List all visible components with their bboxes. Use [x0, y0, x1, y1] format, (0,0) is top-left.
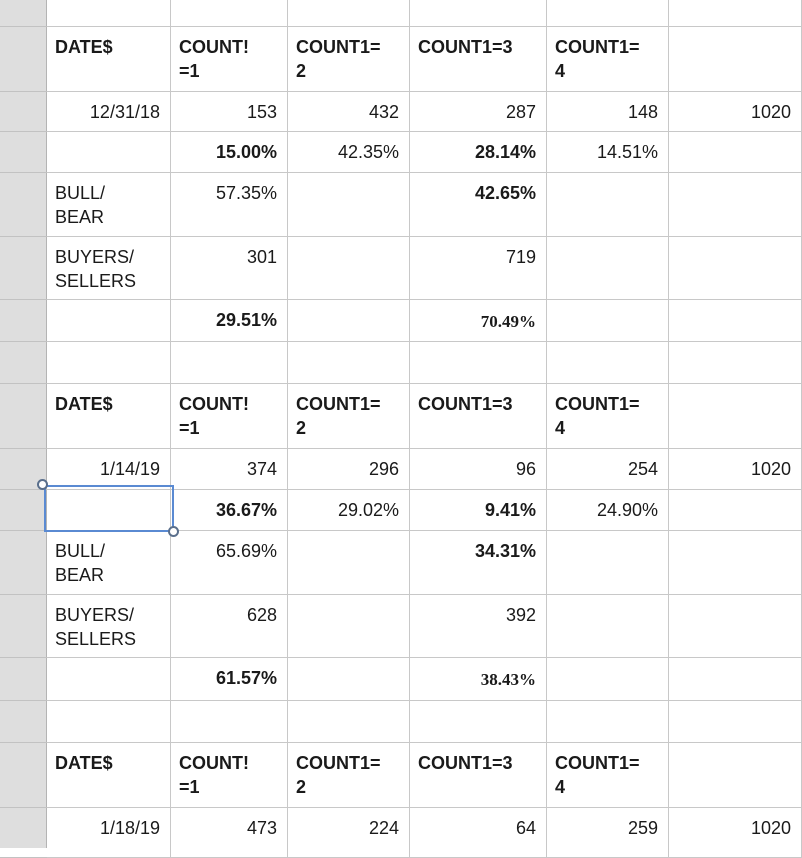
cell-headers-1-col-6[interactable] [669, 27, 802, 92]
cell-date-row-2-col-6[interactable]: 1020 [669, 449, 802, 490]
cell-buyers-row-1-col-5[interactable] [547, 237, 669, 300]
cell-pct-row-1-col-5[interactable]: 14.51% [547, 132, 669, 173]
empty-cell[interactable] [171, 0, 288, 27]
cell-bull-row-2-col-5[interactable] [547, 531, 669, 595]
empty-cell[interactable] [288, 0, 410, 27]
cell-buyers-row-2-col-2[interactable]: 628 [171, 595, 288, 658]
cell-date-row-3-col-2[interactable]: 473 [171, 808, 288, 858]
cell-buyers-row-1-col-1[interactable]: BUYERS/ SELLERS [47, 237, 171, 300]
cell-date-row-3-col-1[interactable]: 1/18/19 [47, 808, 171, 858]
cell-headers-2-col-2[interactable]: COUNT! =1 [171, 384, 288, 449]
cell-date-row-1-col-6[interactable]: 1020 [669, 92, 802, 132]
cell-bs-pct_row-1-col-2[interactable]: 29.51% [171, 300, 288, 342]
cell-date-row-3-col-3[interactable]: 224 [288, 808, 410, 858]
cell-headers-3-col-5[interactable]: COUNT1= 4 [547, 743, 669, 808]
empty-cell[interactable] [410, 342, 547, 384]
cell-date-row-1-col-4[interactable]: 287 [410, 92, 547, 132]
cell-pct-row-1-col-4[interactable]: 28.14% [410, 132, 547, 173]
cell-date-row-1-col-3[interactable]: 432 [288, 92, 410, 132]
cell-date-row-1-col-1[interactable]: 12/31/18 [47, 92, 171, 132]
cell-headers-2-col-4[interactable]: COUNT1=3 [410, 384, 547, 449]
cell-bs-pct_row-2-col-3[interactable] [288, 658, 410, 701]
cell-bull-row-1-col-5[interactable] [547, 173, 669, 237]
cell-date-row-1-col-2[interactable]: 153 [171, 92, 288, 132]
row-divider [0, 172, 47, 173]
cell-bs-pct_row-1-col-3[interactable] [288, 300, 410, 342]
cell-date-row-3-col-6[interactable]: 1020 [669, 808, 802, 858]
cell-headers-2-col-3[interactable]: COUNT1= 2 [288, 384, 410, 449]
cell-headers-1-col-2[interactable]: COUNT! =1 [171, 27, 288, 92]
cell-bs-pct_row-2-col-2[interactable]: 61.57% [171, 658, 288, 701]
cell-bs-pct_row-2-col-5[interactable] [547, 658, 669, 701]
cell-pct-row-1-col-2[interactable]: 15.00% [171, 132, 288, 173]
empty-cell[interactable] [410, 0, 547, 27]
cell-date-row-2-col-4[interactable]: 96 [410, 449, 547, 490]
cell-bs-pct_row-1-col-1[interactable] [47, 300, 171, 342]
cell-bull-row-1-col-4[interactable]: 42.65% [410, 173, 547, 237]
cell-date-row-2-col-3[interactable]: 296 [288, 449, 410, 490]
cell-pct-row-2-col-6[interactable] [669, 490, 802, 531]
cell-headers-1-col-1[interactable]: DATE$ [47, 27, 171, 92]
empty-cell[interactable] [288, 342, 410, 384]
cell-bs-pct_row-1-col-5[interactable] [547, 300, 669, 342]
cell-pct-row-2-col-2[interactable]: 36.67% [171, 490, 288, 531]
row-divider [0, 594, 47, 595]
cell-date-row-2-col-5[interactable]: 254 [547, 449, 669, 490]
row-divider [0, 383, 47, 384]
row-divider [0, 91, 47, 92]
row-divider [0, 448, 47, 449]
selection-start-handle[interactable] [37, 479, 48, 490]
empty-cell[interactable] [47, 0, 171, 27]
empty-cell[interactable] [410, 701, 547, 743]
empty-cell[interactable] [547, 701, 669, 743]
cell-buyers-row-1-col-4[interactable]: 719 [410, 237, 547, 300]
cell-buyers-row-1-col-6[interactable] [669, 237, 802, 300]
row-divider [0, 700, 47, 701]
cell-headers-3-col-2[interactable]: COUNT! =1 [171, 743, 288, 808]
cell-pct-row-2-col-5[interactable]: 24.90% [547, 490, 669, 531]
empty-cell[interactable] [47, 701, 171, 743]
empty-cell[interactable] [669, 0, 802, 27]
cell-pct-row-2-col-4[interactable]: 9.41% [410, 490, 547, 531]
empty-cell[interactable] [669, 701, 802, 743]
cell-date-row-2-col-2[interactable]: 374 [171, 449, 288, 490]
cell-pct-row-1-col-3[interactable]: 42.35% [288, 132, 410, 173]
cell-bull-row-2-col-1[interactable]: BULL/ BEAR [47, 531, 171, 595]
cell-buyers-row-2-col-1[interactable]: BUYERS/ SELLERS [47, 595, 171, 658]
cell-headers-1-col-3[interactable]: COUNT1= 2 [288, 27, 410, 92]
cell-buyers-row-1-col-3[interactable] [288, 237, 410, 300]
cell-buyers-row-2-col-3[interactable] [288, 595, 410, 658]
cell-bull-row-2-col-6[interactable] [669, 531, 802, 595]
selected-cell-outline[interactable] [44, 485, 174, 532]
empty-cell[interactable] [47, 342, 171, 384]
cell-headers-2-col-5[interactable]: COUNT1= 4 [547, 384, 669, 449]
cell-bull-row-1-col-2[interactable]: 57.35% [171, 173, 288, 237]
cell-bs-pct_row-2-col-4[interactable]: 38.43% [410, 658, 547, 701]
row-divider [0, 530, 47, 531]
cell-headers-1-col-4[interactable]: COUNT1=3 [410, 27, 547, 92]
row-divider [0, 26, 47, 27]
cell-buyers-row-2-col-6[interactable] [669, 595, 802, 658]
cell-headers-2-col-6[interactable] [669, 384, 802, 449]
row-divider [0, 807, 47, 808]
empty-cell[interactable] [171, 342, 288, 384]
cell-date-row-3-col-5[interactable]: 259 [547, 808, 669, 858]
cell-bs-pct_row-2-col-6[interactable] [669, 658, 802, 701]
row-divider [0, 657, 47, 658]
cell-date-row-2-col-1[interactable]: 1/14/19 [47, 449, 171, 490]
cell-bull-row-2-col-3[interactable] [288, 531, 410, 595]
cell-bull-row-2-col-4[interactable]: 34.31% [410, 531, 547, 595]
cell-headers-3-col-1[interactable]: DATE$ [47, 743, 171, 808]
row-divider [0, 341, 47, 342]
cell-bull-row-1-col-6[interactable] [669, 173, 802, 237]
cell-pct-row-1-col-1[interactable] [47, 132, 171, 173]
row-divider [0, 742, 47, 743]
empty-cell[interactable] [669, 342, 802, 384]
row-divider [0, 236, 47, 237]
cell-bs-pct_row-2-col-1[interactable] [47, 658, 171, 701]
empty-cell[interactable] [171, 701, 288, 743]
cell-buyers-row-1-col-2[interactable]: 301 [171, 237, 288, 300]
cell-headers-3-col-3[interactable]: COUNT1= 2 [288, 743, 410, 808]
cell-bull-row-1-col-3[interactable] [288, 173, 410, 237]
row-header-gutter[interactable] [0, 0, 47, 848]
cell-buyers-row-2-col-4[interactable]: 392 [410, 595, 547, 658]
row-divider [0, 299, 47, 300]
cell-date-row-3-col-4[interactable]: 64 [410, 808, 547, 858]
cell-buyers-row-2-col-5[interactable] [547, 595, 669, 658]
selection-end-handle[interactable] [168, 526, 179, 537]
empty-cell[interactable] [288, 701, 410, 743]
cell-headers-3-col-4[interactable]: COUNT1=3 [410, 743, 547, 808]
cell-pct-row-2-col-3[interactable]: 29.02% [288, 490, 410, 531]
cell-bs-pct_row-1-col-4[interactable]: 70.49% [410, 300, 547, 342]
cell-bs-pct_row-1-col-6[interactable] [669, 300, 802, 342]
cell-headers-2-col-1[interactable]: DATE$ [47, 384, 171, 449]
row-divider [0, 131, 47, 132]
empty-cell[interactable] [547, 0, 669, 27]
cell-date-row-1-col-5[interactable]: 148 [547, 92, 669, 132]
cell-pct-row-1-col-6[interactable] [669, 132, 802, 173]
cell-bull-row-1-col-1[interactable]: BULL/ BEAR [47, 173, 171, 237]
cell-headers-1-col-5[interactable]: COUNT1= 4 [547, 27, 669, 92]
cell-bull-row-2-col-2[interactable]: 65.69% [171, 531, 288, 595]
empty-cell[interactable] [547, 342, 669, 384]
cell-headers-3-col-6[interactable] [669, 743, 802, 808]
